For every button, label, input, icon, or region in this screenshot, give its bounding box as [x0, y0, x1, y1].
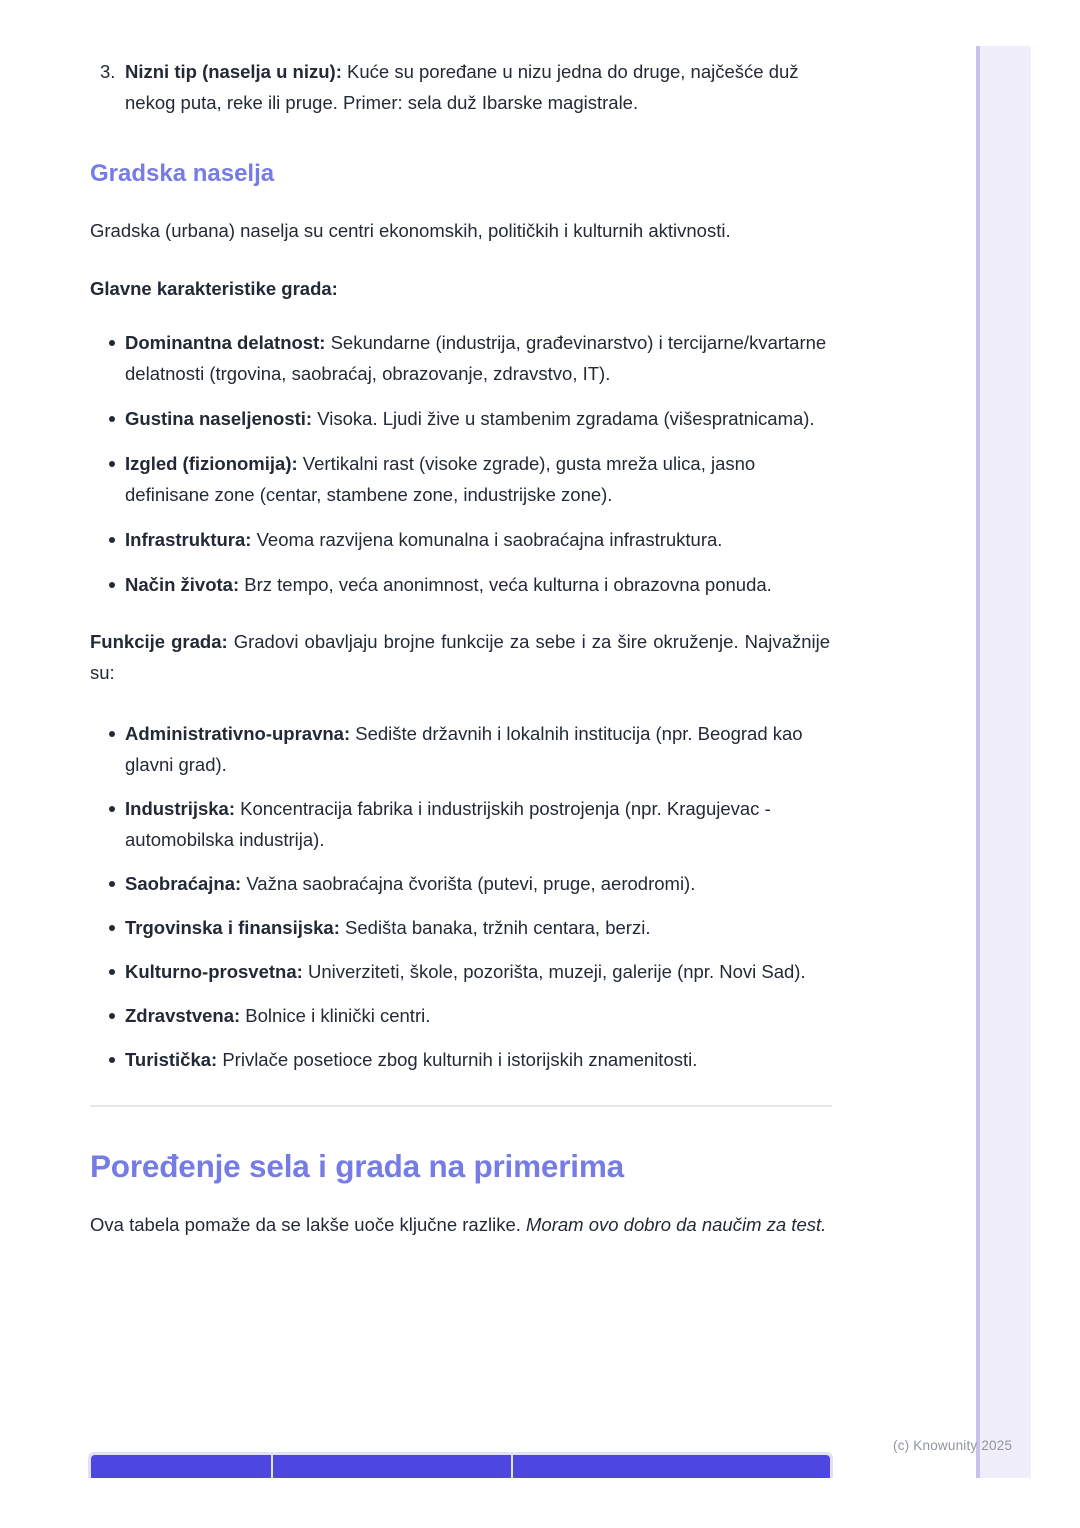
document-page	[90, 56, 830, 1242]
table-header-row	[91, 1455, 830, 1478]
bullet-dot	[90, 327, 125, 389]
table-header-cell	[273, 1455, 511, 1478]
comparison-intro-paragraph	[90, 1208, 830, 1242]
list-item	[90, 403, 830, 434]
table-header-cell	[513, 1455, 830, 1478]
functions-intro-lead: Funkcije grada:	[90, 631, 228, 652]
functions-intro-paragraph	[90, 626, 830, 688]
characteristics-label: Glavne karakteristike grada:	[90, 278, 338, 299]
list-item	[90, 868, 830, 899]
list-item-text	[125, 1044, 830, 1075]
list-item-lead: Infrastruktura:	[125, 529, 252, 550]
list-item	[90, 718, 830, 780]
list-item-text	[125, 868, 830, 899]
bullet-dot	[90, 448, 125, 510]
list-item-lead: Turistička:	[125, 1049, 218, 1070]
list-item-body: Brz tempo, veća anonimnost, veća kulturna i obrazovna ponuda.	[244, 574, 772, 595]
list-item	[90, 956, 830, 987]
list-item-text	[125, 956, 830, 987]
list-item-text	[125, 403, 830, 434]
characteristics-list	[90, 327, 830, 600]
bullet-dot	[90, 403, 125, 434]
list-item-body: Kuće su poređane u nizu jedna do druge, najčešće duž nekog puta, reke ili pruge. Primer: sela duž Ibarske magistrale.	[125, 61, 799, 113]
list-item-lead: Industrijska:	[125, 798, 235, 819]
list-item-text	[125, 1000, 830, 1031]
bullet-dot	[90, 524, 125, 555]
list-item-lead: Zdravstvena:	[125, 1005, 241, 1026]
list-item	[90, 793, 830, 855]
section-divider	[90, 1105, 832, 1107]
list-item-text	[125, 448, 830, 510]
list-item-lead: Trgovinska i finansijska:	[125, 917, 340, 938]
list-item-text	[125, 56, 830, 118]
list-item-body: Veoma razvijena komunalna i saobraćajna infrastruktura.	[256, 529, 723, 550]
functions-list	[90, 718, 830, 1075]
comparison-intro-text: Ova tabela pomaže da se lakše uoče ključne razlike.	[90, 1214, 521, 1235]
list-item-body: Koncentracija fabrika i industrijskih postrojenja (npr. Kragujevac - automobilska industrija).	[125, 798, 771, 850]
list-item-lead: Kulturno-prosvetna:	[125, 961, 303, 982]
list-item	[90, 1000, 830, 1031]
list-item-body: Bolnice i klinički centri.	[245, 1005, 431, 1026]
list-item-body: Sedišta banaka, tržnih centara, berzi.	[345, 917, 651, 938]
list-item-lead: Nizni tip (naselja u nizu):	[125, 61, 342, 82]
bullet-dot	[90, 718, 125, 780]
bullet-dot	[90, 569, 125, 600]
list-item	[90, 327, 830, 389]
list-item-text	[125, 569, 830, 600]
functions-intro-body: Gradovi obavljaju brojne funkcije za sebe i za šire okruženje. Najvažnije su:	[90, 631, 830, 683]
ordered-list-item-3	[90, 56, 830, 118]
list-item	[90, 1044, 830, 1075]
list-item-text	[125, 912, 830, 943]
list-item-body: Univerziteti, škole, pozorišta, muzeji, galerije (npr. Novi Sad).	[307, 961, 806, 982]
list-item-lead: Izgled (fizionomija):	[125, 453, 298, 474]
list-item-body: Privlače posetioce zbog kulturnih i istorijskih znamenitosti.	[222, 1049, 698, 1070]
list-item	[90, 524, 830, 555]
bullet-dot	[90, 956, 125, 987]
list-item-body: Važna saobraćajna čvorišta (putevi, pruge, aerodromi).	[246, 873, 696, 894]
list-item-body: Vertikalni rast (visoke zgrade), gusta mreža ulica, jasno definisane zone (centar, stambene zone, industrijske zone).	[125, 453, 756, 505]
list-item-text	[125, 524, 830, 555]
scrollbar-track[interactable]	[976, 46, 1031, 1478]
bullet-dot	[90, 1044, 125, 1075]
copyright-notice: (c) Knowunity 2025	[893, 1438, 1013, 1453]
list-item-body: Sekundarne (industrija, građevinarstvo) i tercijarne/kvartarne delatnosti (trgovina, saobraćaj, obrazovanje, zdravstvo, IT).	[125, 332, 827, 384]
bullet-dot	[90, 793, 125, 855]
list-item-lead: Administrativno-upravna:	[125, 723, 351, 744]
comparison-intro-note: Moram ovo dobro da naučim za test.	[526, 1214, 827, 1235]
bullet-dot	[90, 1000, 125, 1031]
bullet-dot	[90, 868, 125, 899]
list-item-lead: Dominantna delatnost:	[125, 332, 326, 353]
list-item-lead: Gustina naseljenosti:	[125, 408, 313, 429]
list-item-lead: Način života:	[125, 574, 240, 595]
section-heading-gradska-naselja: Gradska naselja	[90, 160, 275, 187]
list-item-text	[125, 793, 830, 855]
comparison-table	[88, 1452, 833, 1478]
list-number: 3.	[100, 61, 116, 82]
comparison-heading: Poređenje sela i grada na primerima	[90, 1148, 624, 1184]
bullet-dot	[90, 912, 125, 943]
list-item-body: Visoka. Ljudi žive u stambenim zgradama (višespratnicama).	[317, 408, 815, 429]
table-header-cell	[91, 1455, 271, 1478]
list-item-lead: Saobraćajna:	[125, 873, 242, 894]
intro-paragraph: Gradska (urbana) naselja su centri ekonomskih, političkih i kulturnih aktivnosti.	[90, 220, 731, 241]
list-item	[90, 569, 830, 600]
list-item-text	[125, 327, 830, 389]
list-item-body: Sedište državnih i lokalnih institucija (npr. Beograd kao glavni grad).	[125, 723, 803, 775]
list-item	[90, 912, 830, 943]
list-item	[90, 448, 830, 510]
list-item-text	[125, 718, 830, 780]
